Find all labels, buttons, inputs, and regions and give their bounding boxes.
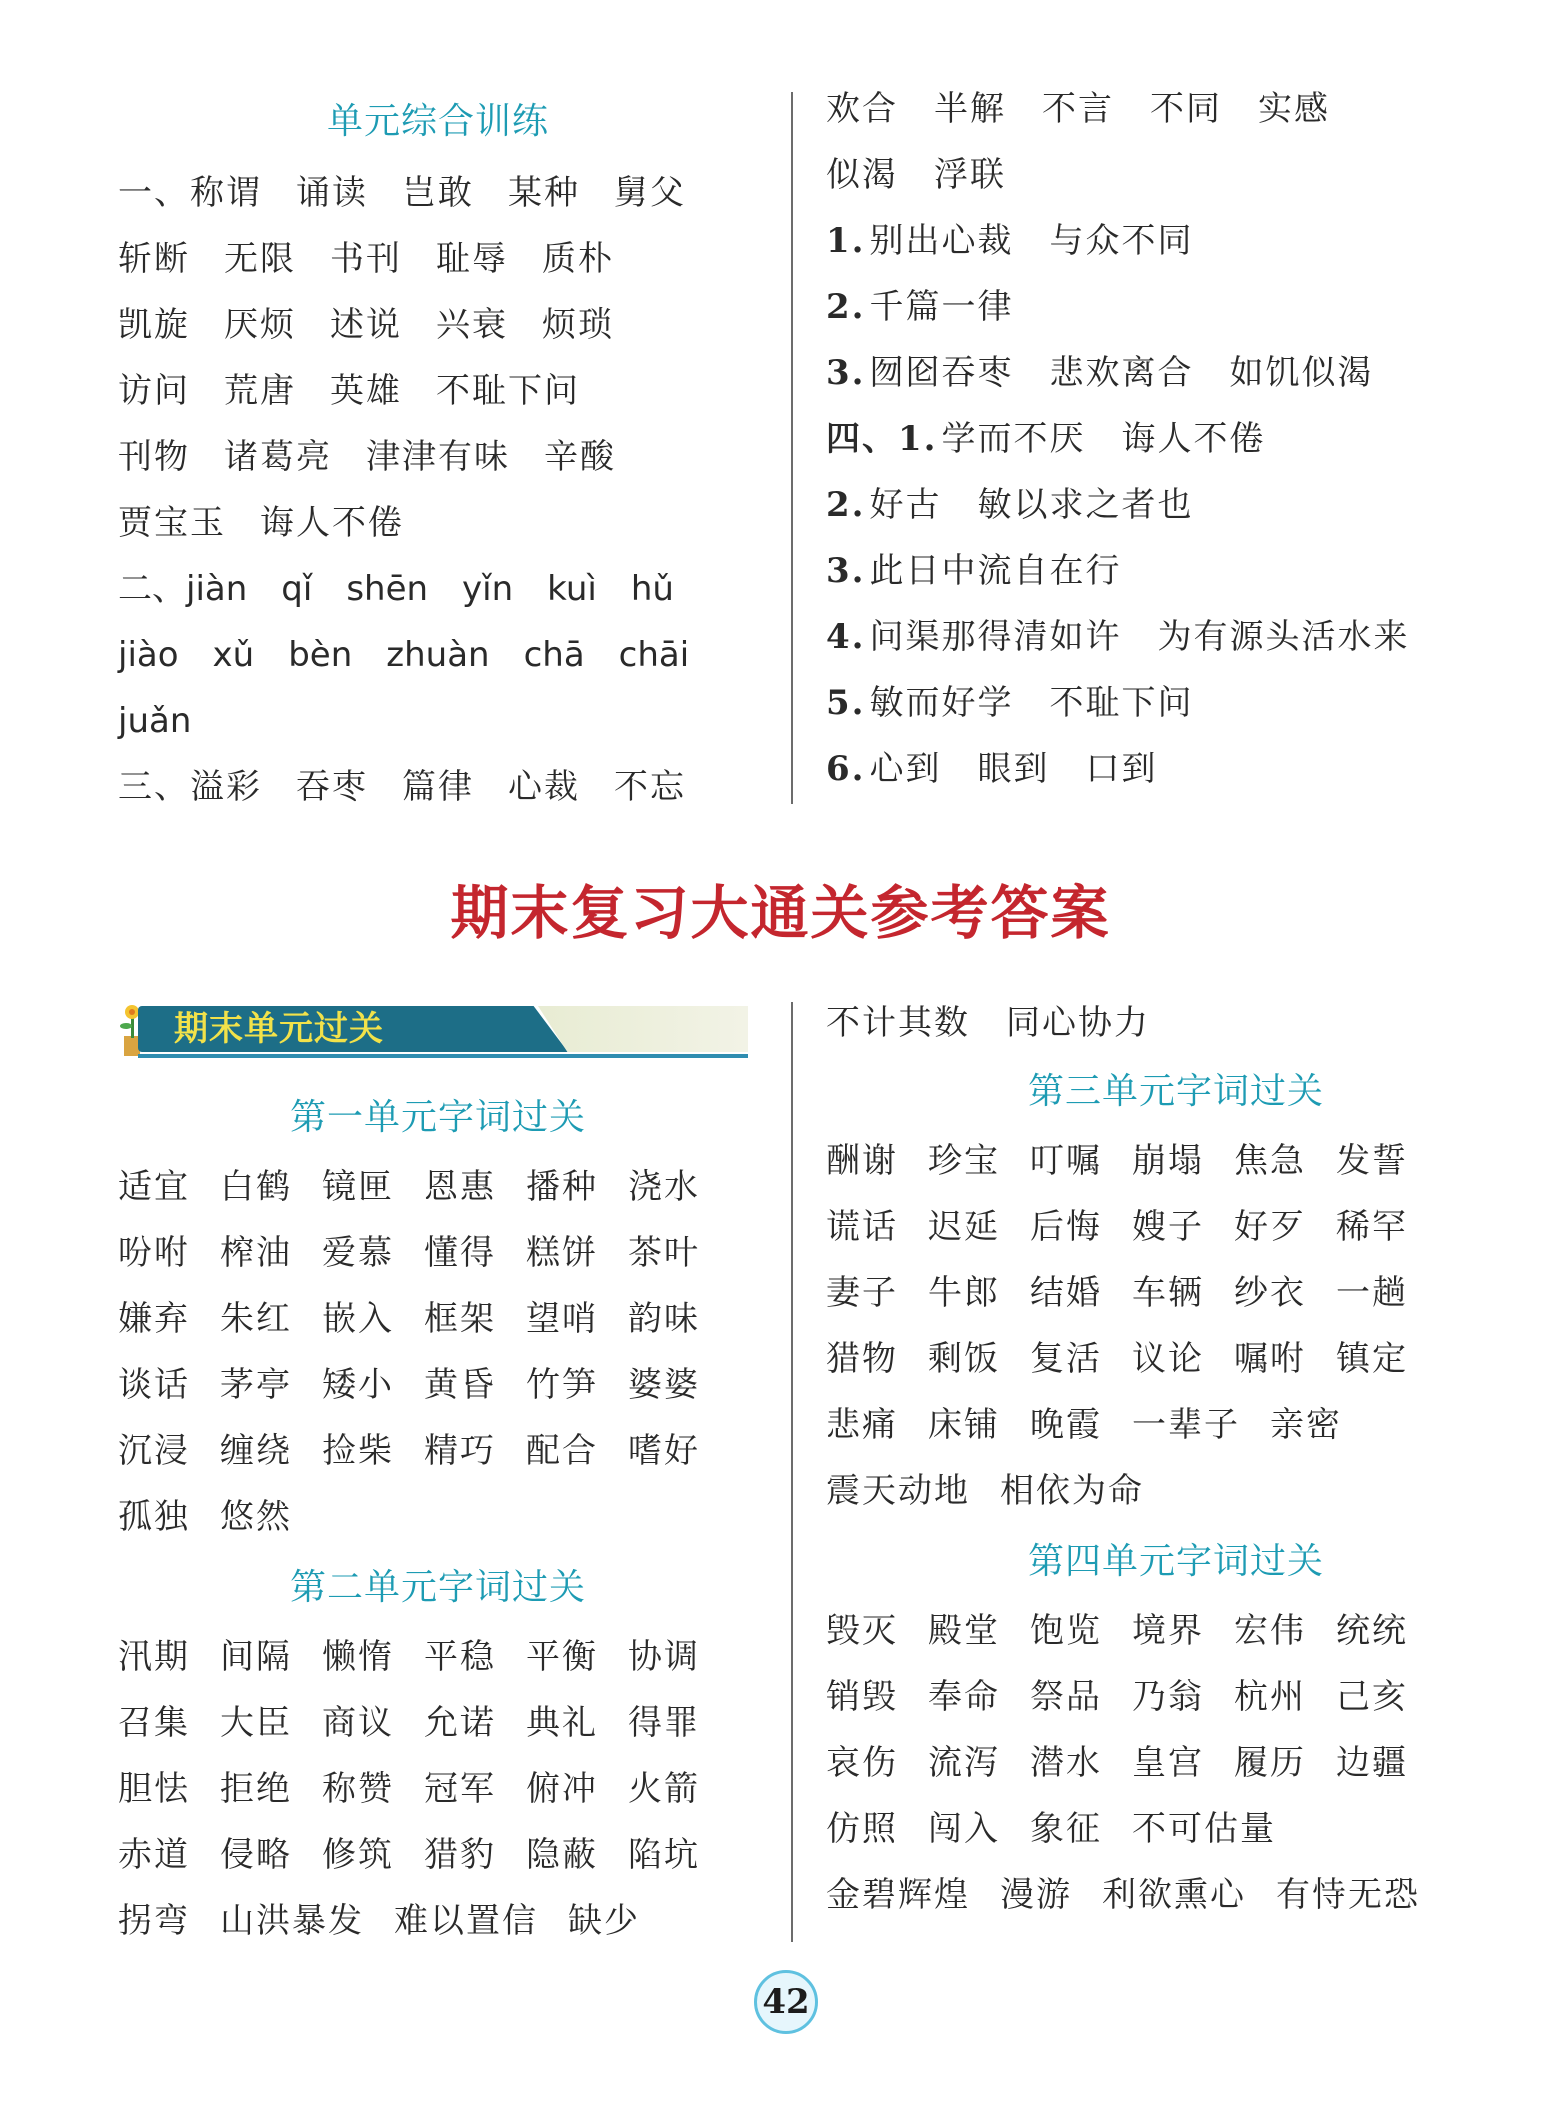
answer-line [826, 604, 1526, 670]
answer-word: 兴衰 [436, 305, 508, 345]
item-number: 4. [826, 617, 866, 657]
upper-left-column [118, 86, 758, 820]
answer-word: 一、称谓 [118, 173, 262, 213]
upper-right-answers [826, 76, 1526, 802]
answer-word: 车辆 [1132, 1273, 1204, 1313]
answer-word: 不计其数 [826, 1003, 970, 1043]
answer-word: 后悔 [1030, 1207, 1102, 1247]
item-number: 2. [826, 485, 866, 525]
section-title-unit2: 第二单元字词过关 [289, 1567, 586, 1608]
answer-word: 悲欢离合 [1049, 353, 1194, 393]
answer-line [826, 538, 1526, 604]
answer-word: 珍宝 [928, 1141, 1000, 1181]
answer-word: 适宜 [118, 1167, 190, 1207]
answer-line [826, 1862, 1526, 1928]
answer-line [826, 76, 1526, 142]
answer-word: 刊物 [118, 437, 190, 477]
answer-line [826, 1664, 1526, 1730]
answer-line [118, 1822, 758, 1888]
answer-word: 无限 [224, 239, 296, 279]
answer-line [826, 340, 1526, 406]
answer-word: 叮嘱 [1030, 1141, 1102, 1181]
answer-word: 荒唐 [224, 371, 296, 411]
answer-word: 恩惠 [424, 1167, 496, 1207]
answer-word: 婆婆 [628, 1365, 700, 1405]
answer-word: 缺少 [568, 1901, 640, 1941]
answer-word: 仿照 [826, 1809, 898, 1849]
answer-word: 孤独 [118, 1497, 190, 1537]
answer-word: 为有源头活水来 [1157, 617, 1410, 657]
banner-tail [538, 1006, 748, 1052]
answer-word: 爱慕 [322, 1233, 394, 1273]
answer-line [118, 556, 758, 622]
answer-word: 实感 [1258, 89, 1330, 129]
answer-word: 舅父 [614, 173, 686, 213]
answer-word: 懂得 [424, 1233, 496, 1273]
banner-label: 期末单元过关 [174, 1009, 384, 1049]
answer-word: 统统 [1336, 1611, 1408, 1651]
answer-word: 囫囵吞枣 [869, 353, 1014, 393]
answer-word: 相依为命 [1000, 1471, 1144, 1511]
answer-word: 祭品 [1030, 1677, 1102, 1717]
answer-line [826, 990, 1526, 1056]
unit2-words [118, 1624, 758, 1954]
answer-word: 嗜好 [628, 1431, 700, 1471]
answer-line [118, 226, 758, 292]
answer-word: 黄昏 [424, 1365, 496, 1405]
answer-word: 履历 [1234, 1743, 1306, 1783]
answer-word: bèn [288, 635, 353, 675]
answer-word: 浇水 [628, 1167, 700, 1207]
answer-word: 利欲熏心 [1102, 1875, 1246, 1915]
answer-word: 不忘 [614, 767, 686, 807]
answer-word: 播种 [526, 1167, 598, 1207]
unit3-words [826, 1128, 1526, 1524]
answer-word: 平衡 [526, 1637, 598, 1677]
answer-word: 望哨 [526, 1299, 598, 1339]
answer-word: 稀罕 [1336, 1207, 1408, 1247]
answer-line [118, 424, 758, 490]
answer-line [826, 1326, 1526, 1392]
answer-line [118, 1756, 758, 1822]
answer-word: 床铺 [928, 1405, 1000, 1445]
main-title: 期末复习大通关参考答案 [450, 879, 1111, 947]
lower-column-divider [791, 1002, 793, 1942]
answer-line [826, 208, 1526, 274]
answer-word: 难以置信 [394, 1901, 538, 1941]
answer-word: 陷坑 [628, 1835, 700, 1875]
answer-word: 韵味 [628, 1299, 700, 1339]
answer-word: 厌烦 [224, 305, 296, 345]
answer-word: 大臣 [220, 1703, 292, 1743]
answer-line [118, 1888, 758, 1954]
answer-line [118, 1286, 758, 1352]
answer-word: 商议 [322, 1703, 394, 1743]
unit1-words [118, 1154, 758, 1550]
answer-word: 质朴 [542, 239, 614, 279]
answer-line [826, 736, 1526, 802]
answer-word: 有恃无恐 [1276, 1875, 1420, 1915]
answer-word: 沉浸 [118, 1431, 190, 1471]
answer-word: 流泻 [928, 1743, 1000, 1783]
answer-word: 侵略 [220, 1835, 292, 1875]
answer-word: 竹笋 [526, 1365, 598, 1405]
answer-word: 烦琐 [542, 305, 614, 345]
answer-word: 冠军 [424, 1769, 496, 1809]
answer-word: 毁灭 [826, 1611, 898, 1651]
answer-word: 隐蔽 [526, 1835, 598, 1875]
upper-column-divider [791, 92, 793, 804]
answer-line [826, 274, 1526, 340]
answer-word: 复活 [1030, 1339, 1102, 1379]
answer-word: 平稳 [424, 1637, 496, 1677]
answer-word: 境界 [1132, 1611, 1204, 1651]
answer-word: 吞枣 [296, 767, 368, 807]
answer-word: 榨油 [220, 1233, 292, 1273]
answer-word: 谈话 [118, 1365, 190, 1405]
answer-word: 嵌入 [322, 1299, 394, 1339]
answer-word: 不耻下问 [436, 371, 580, 411]
answer-word: 一辈子 [1132, 1405, 1240, 1445]
answer-word: 诲人不倦 [260, 503, 404, 543]
answer-word: 如饥似渴 [1229, 353, 1374, 393]
answer-word: 口到 [1085, 749, 1158, 789]
answer-word: 精巧 [424, 1431, 496, 1471]
answer-word: 协调 [628, 1637, 700, 1677]
answer-word: 漫游 [1000, 1875, 1072, 1915]
answer-word: 焦急 [1234, 1141, 1306, 1181]
answer-word: 修筑 [322, 1835, 394, 1875]
answer-word: 象征 [1030, 1809, 1102, 1849]
section-title-unit4: 第四单元字词过关 [1027, 1541, 1324, 1582]
section-title-unit-review: 单元综合训练 [326, 101, 549, 142]
answer-word: juǎn [118, 701, 192, 741]
answer-word: 捡柴 [322, 1431, 394, 1471]
answer-word: 乃翁 [1132, 1677, 1204, 1717]
answer-word: 潜水 [1030, 1743, 1102, 1783]
answer-word: 殿堂 [928, 1611, 1000, 1651]
answer-word: 耻辱 [436, 239, 508, 279]
answer-line [118, 1154, 758, 1220]
answer-line [118, 754, 758, 820]
answer-word: shēn [346, 569, 429, 609]
answer-word: chā [523, 635, 585, 675]
answer-word: 心到 [869, 749, 942, 789]
answer-word: 谎话 [826, 1207, 898, 1247]
answer-word: 闯入 [928, 1809, 1000, 1849]
answer-word: 拒绝 [220, 1769, 292, 1809]
answer-word: zhuàn [386, 635, 490, 675]
answer-word: 英雄 [330, 371, 402, 411]
answer-line [826, 472, 1526, 538]
answer-word: 欢合 [826, 89, 898, 129]
answer-word: 同心协力 [1006, 1003, 1150, 1043]
answer-word: 糕饼 [526, 1233, 598, 1273]
answer-word: 汛期 [118, 1637, 190, 1677]
answer-line [826, 1260, 1526, 1326]
answer-word: 诵读 [296, 173, 368, 213]
lower-right-first-line [826, 990, 1526, 1056]
answer-word: 斩断 [118, 239, 190, 279]
answer-word: 剩饭 [928, 1339, 1000, 1379]
answer-word: 诸葛亮 [224, 437, 332, 477]
answer-line [118, 1624, 758, 1690]
answer-word: hǔ [630, 569, 674, 609]
answer-line [826, 406, 1526, 472]
answer-line [826, 1598, 1526, 1664]
answer-line [826, 1128, 1526, 1194]
answer-word: 震天动地 [826, 1471, 970, 1511]
answer-word: qǐ [281, 569, 313, 609]
answer-word: 嫂子 [1132, 1207, 1204, 1247]
answer-line [118, 1352, 758, 1418]
answer-line [118, 1220, 758, 1286]
answer-word: 杭州 [1234, 1677, 1306, 1717]
answer-line [118, 1690, 758, 1756]
item-number: 5. [826, 683, 866, 723]
answer-word: 心裁 [508, 767, 580, 807]
answer-word: 敏以求之者也 [977, 485, 1194, 525]
answer-word: 述说 [330, 305, 402, 345]
answer-word: 称赞 [322, 1769, 394, 1809]
answer-word: 皇宫 [1132, 1743, 1204, 1783]
item-number: 2. [826, 287, 866, 327]
item-number: 四、1. [826, 419, 938, 459]
answer-word: 猎物 [826, 1339, 898, 1379]
answer-word: 三、溢彩 [118, 767, 262, 807]
answer-line [118, 688, 758, 754]
answer-word: 敏而好学 [869, 683, 1014, 723]
answer-word: 不可估量 [1132, 1809, 1276, 1849]
answer-word: 眼到 [977, 749, 1050, 789]
item-number: 1. [826, 221, 866, 261]
answer-line [118, 1484, 758, 1550]
section-title-unit3: 第三单元字词过关 [1027, 1071, 1324, 1112]
answer-word: 浮联 [934, 155, 1006, 195]
answer-word: 二、jiàn [118, 569, 248, 609]
answer-word: 凯旋 [118, 305, 190, 345]
answer-word: 矮小 [322, 1365, 394, 1405]
answer-word: 亲密 [1270, 1405, 1342, 1445]
answer-word: 宏伟 [1234, 1611, 1306, 1651]
answer-word: 问渠那得清如许 [869, 617, 1122, 657]
answer-word: 得罪 [628, 1703, 700, 1743]
answer-word: 胆怯 [118, 1769, 190, 1809]
answer-word: 哀伤 [826, 1743, 898, 1783]
answer-word: 不言 [1042, 89, 1114, 129]
lower-left-column [118, 1082, 758, 1954]
answer-line [118, 622, 758, 688]
answer-word: 边疆 [1336, 1743, 1408, 1783]
answer-word: 千篇一律 [869, 287, 1014, 327]
answer-line [118, 292, 758, 358]
banner-underline [138, 1054, 748, 1058]
answer-word: 嫌弃 [118, 1299, 190, 1339]
answer-line [826, 1458, 1526, 1524]
answer-word: 篇律 [402, 767, 474, 807]
answer-line [826, 670, 1526, 736]
page-number: 42 [754, 1970, 818, 2034]
answer-line [118, 160, 758, 226]
answer-word: 框架 [424, 1299, 496, 1339]
answer-line [118, 358, 758, 424]
answer-word: 悲痛 [826, 1405, 898, 1445]
answer-word: xǔ [212, 635, 255, 675]
item-number: 3. [826, 551, 866, 591]
answer-word: 镜匣 [322, 1167, 394, 1207]
answer-word: 贾宝玉 [118, 503, 226, 543]
answer-word: 与众不同 [1049, 221, 1194, 261]
answer-word: 议论 [1132, 1339, 1204, 1379]
answer-word: 悠然 [220, 1497, 292, 1537]
answer-word: 销毁 [826, 1677, 898, 1717]
section-banner [118, 1000, 748, 1058]
answer-word: 诲人不倦 [1121, 419, 1266, 459]
answer-word: 半解 [934, 89, 1006, 129]
answer-word: 拐弯 [118, 1901, 190, 1941]
answer-word: 嘱咐 [1234, 1339, 1306, 1379]
answer-word: 某种 [508, 173, 580, 213]
answer-word: 配合 [526, 1431, 598, 1471]
answer-word: 不耻下问 [1049, 683, 1194, 723]
answer-word: 饱览 [1030, 1611, 1102, 1651]
answer-word: 典礼 [526, 1703, 598, 1743]
answer-word: 镇定 [1336, 1339, 1408, 1379]
answer-word: jiào [118, 635, 179, 675]
answer-word: 好古 [869, 485, 942, 525]
answer-word: yǐn [462, 569, 514, 609]
answer-word: 赤道 [118, 1835, 190, 1875]
answer-line [826, 1796, 1526, 1862]
answer-word: 奉命 [928, 1677, 1000, 1717]
answer-word: 金碧辉煌 [826, 1875, 970, 1915]
answer-word: 似渴 [826, 155, 898, 195]
answer-line [826, 1194, 1526, 1260]
answer-word: 晚霞 [1030, 1405, 1102, 1445]
answer-word: 书刊 [330, 239, 402, 279]
answer-word: 己亥 [1336, 1677, 1408, 1717]
answer-line [826, 1730, 1526, 1796]
answer-word: 吩咐 [118, 1233, 190, 1273]
answer-word: 山洪暴发 [220, 1901, 364, 1941]
answer-word: 好歹 [1234, 1207, 1306, 1247]
answer-word: 辛酸 [544, 437, 616, 477]
answer-word: 别出心裁 [869, 221, 1014, 261]
answer-word: 一趟 [1336, 1273, 1408, 1313]
lower-right-column [826, 990, 1526, 1928]
answer-word: 火箭 [628, 1769, 700, 1809]
answer-line [118, 1418, 758, 1484]
answer-word: 此日中流自在行 [869, 551, 1122, 591]
answer-word: kuì [547, 569, 597, 609]
answer-word: 允诺 [424, 1703, 496, 1743]
answer-word: 缠绕 [220, 1431, 292, 1471]
answer-word: 召集 [118, 1703, 190, 1743]
answer-word: 迟延 [928, 1207, 1000, 1247]
answer-word: 崩塌 [1132, 1141, 1204, 1181]
answer-word: 发誓 [1336, 1141, 1408, 1181]
answer-word: 白鹤 [220, 1167, 292, 1207]
answer-word: 岂敢 [402, 173, 474, 213]
answer-word: 茅亭 [220, 1365, 292, 1405]
answer-word: 俯冲 [526, 1769, 598, 1809]
answer-word: 不同 [1150, 89, 1222, 129]
answer-word: 间隔 [220, 1637, 292, 1677]
answer-word: 懒惰 [322, 1637, 394, 1677]
upper-left-answers [118, 160, 758, 820]
answer-word: 茶叶 [628, 1233, 700, 1273]
answer-word: 牛郎 [928, 1273, 1000, 1313]
answer-word: 学而不厌 [941, 419, 1086, 459]
answer-word: 纱衣 [1234, 1273, 1306, 1313]
item-number: 3. [826, 353, 866, 393]
answer-word: 猎豹 [424, 1835, 496, 1875]
answer-word: 酬谢 [826, 1141, 898, 1181]
section-title-unit1: 第一单元字词过关 [289, 1097, 586, 1138]
answer-word: 朱红 [220, 1299, 292, 1339]
answer-word: chāi [618, 635, 690, 675]
answer-word: 访问 [118, 371, 190, 411]
answer-line [826, 142, 1526, 208]
unit4-words [826, 1598, 1526, 1928]
item-number: 6. [826, 749, 866, 789]
upper-right-column [826, 76, 1526, 802]
answer-line [826, 1392, 1526, 1458]
answer-word: 津津有味 [366, 437, 510, 477]
answer-word: 结婚 [1030, 1273, 1102, 1313]
answer-line [118, 490, 758, 556]
answer-word: 妻子 [826, 1273, 898, 1313]
